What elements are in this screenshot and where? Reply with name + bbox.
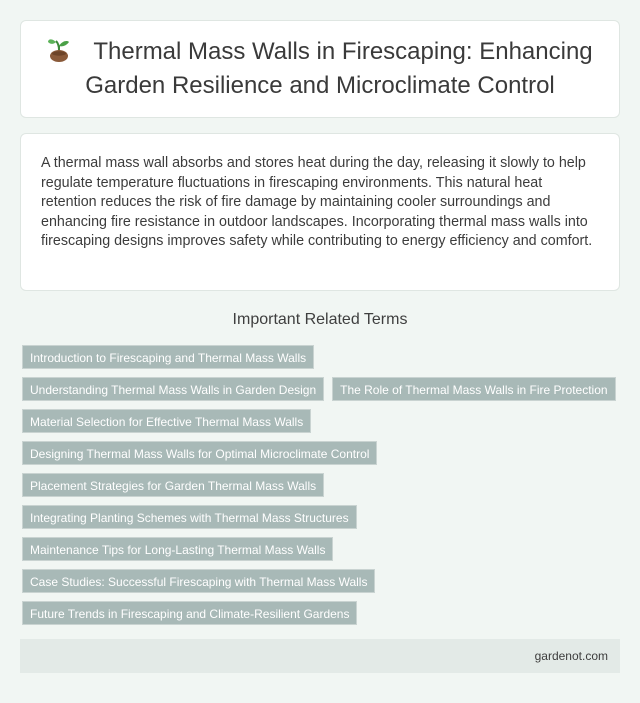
- related-term-tag[interactable]: Designing Thermal Mass Walls for Optimal Microclimate Control: [22, 441, 377, 465]
- page-title-text: Thermal Mass Walls in Firescaping: Enhancing Garden Resilience and Microclimate Control: [85, 38, 593, 99]
- related-terms-list: [22, 345, 622, 625]
- title-card: [20, 20, 620, 118]
- footer-site-link[interactable]: gardenot.com: [534, 649, 608, 663]
- related-term-tag[interactable]: Understanding Thermal Mass Walls in Garden Design: [22, 377, 324, 401]
- related-term-tag[interactable]: Placement Strategies for Garden Thermal Mass Walls: [22, 473, 324, 497]
- related-terms-heading: Important Related Terms: [232, 311, 408, 328]
- related-term-tag[interactable]: Material Selection for Effective Thermal Mass Walls: [22, 409, 311, 433]
- related-term-tag[interactable]: Integrating Planting Schemes with Thermal Mass Structures: [22, 505, 357, 529]
- related-term-tag[interactable]: Case Studies: Successful Firescaping with Thermal Mass Walls: [22, 569, 375, 593]
- related-term-tag[interactable]: Introduction to Firescaping and Thermal Mass Walls: [22, 345, 314, 369]
- page-title: [41, 37, 599, 101]
- related-term-tag[interactable]: Future Trends in Firescaping and Climate-Resilient Gardens: [22, 601, 357, 625]
- related-term-tag[interactable]: Maintenance Tips for Long-Lasting Thermal Mass Walls: [22, 537, 333, 561]
- footer: [20, 639, 620, 673]
- description-text: A thermal mass wall absorbs and stores heat during the day, releasing it slowly to help regulate temperature fluctuations in firescaping environments. This natural heat retention reduces the risk of fire damage by maintaining cooler surroundings and enhancing fire resistance in outdoor landscapes. Incorporating thermal mass walls into firescaping designs improves safety while contributing to energy efficiency and comfort.: [41, 155, 593, 249]
- related-term-tag[interactable]: The Role of Thermal Mass Walls in Fire Protection: [332, 377, 615, 401]
- sprout-icon: [47, 37, 71, 71]
- description-card: [20, 133, 620, 291]
